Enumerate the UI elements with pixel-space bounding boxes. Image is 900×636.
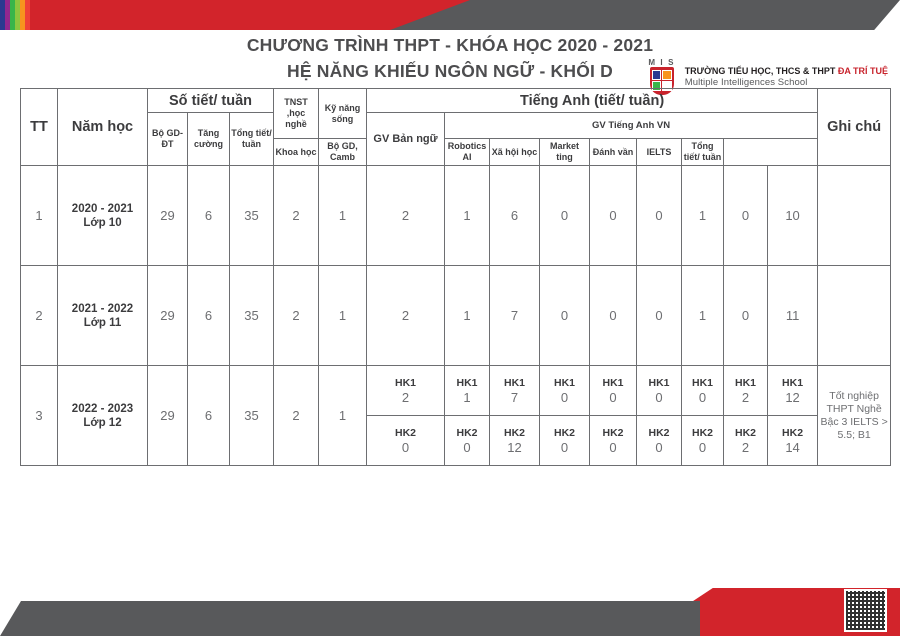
schedule-table [20, 88, 891, 466]
row-ielts: 0 [724, 266, 768, 366]
row-marketing-hk1 [637, 366, 682, 416]
row-enrichment: 6 [188, 366, 230, 466]
document-header [0, 30, 900, 86]
row-total: 35 [230, 166, 274, 266]
row-moet-camb: 6 [490, 166, 540, 266]
row-year-range: 2022 - 2023 [71, 402, 134, 415]
top-banner [0, 0, 900, 30]
value: 0 [560, 439, 569, 455]
term-label-hk2: HK2 [456, 426, 478, 439]
th-moet: Bộ GD-ĐT [148, 113, 188, 166]
th-vn-english-teacher: GV Tiếng Anh VN [445, 113, 818, 139]
row-year-range: 2021 - 2022 [71, 302, 134, 315]
row-ielts: 0 [724, 166, 768, 266]
value: 12 [785, 389, 800, 405]
logo-text [685, 66, 888, 88]
row-year-range: 2020 - 2021 [71, 202, 134, 215]
term-label-hk2: HK2 [395, 426, 417, 439]
term-label-hk2: HK2 [648, 426, 670, 439]
term-label-hk2: HK2 [504, 426, 526, 439]
row-spelling-hk2 [682, 416, 724, 466]
term-label-hk2: HK2 [735, 426, 757, 439]
row-year [58, 366, 148, 466]
row-tnst: 2 [274, 166, 319, 266]
row-moet: 29 [148, 366, 188, 466]
row-index: 2 [21, 266, 58, 366]
th-marketing: Market ting [540, 139, 590, 166]
row-social: 0 [590, 166, 637, 266]
th-life-skills: Kỹ năng sống [319, 89, 367, 139]
term-label-hk2: HK2 [554, 426, 576, 439]
header-row-1 [21, 89, 891, 113]
row-ielts-hk2 [724, 416, 768, 466]
row-marketing: 0 [637, 266, 682, 366]
row-tnst: 2 [274, 366, 319, 466]
row-robotics: 0 [540, 166, 590, 266]
stripe-red [25, 0, 30, 30]
value: 0 [655, 439, 663, 455]
title-line-1: CHƯƠNG TRÌNH THPT - KHÓA HỌC 2020 - 2021 [246, 35, 654, 55]
row-moet: 29 [148, 266, 188, 366]
row-total: 35 [230, 366, 274, 466]
row-ielts-hk1 [724, 366, 768, 416]
value: 1 [463, 389, 471, 405]
row-grade: Lớp 11 [83, 316, 122, 329]
row-native-hk2 [367, 416, 445, 466]
row-robotics-hk1 [540, 366, 590, 416]
value: 0 [463, 439, 471, 455]
value: 0 [609, 389, 617, 405]
value: 0 [655, 389, 663, 405]
term-label-hk1: HK1 [735, 376, 757, 389]
logo-school-name-accent: ĐA TRÍ TUỆ [837, 65, 888, 76]
bottom-banner-gray-shape [0, 601, 700, 636]
th-school-year: Năm học [58, 89, 148, 166]
value: 2 [741, 439, 750, 455]
value: 0 [698, 439, 707, 455]
row-robotics-hk2 [540, 416, 590, 466]
row-grade: Lớp 10 [83, 216, 122, 229]
term-label-hk1: HK1 [554, 376, 576, 389]
term-label-hk1: HK1 [456, 376, 478, 389]
value: 0 [698, 389, 707, 405]
row-index: 1 [21, 166, 58, 266]
row-spelling: 1 [682, 166, 724, 266]
row-tnst: 2 [274, 266, 319, 366]
th-tnst: TNST ,học nghề [274, 89, 319, 139]
row-note [818, 166, 891, 266]
th-english-group: Tiếng Anh (tiết/ tuần) [367, 89, 818, 113]
term-label-hk1: HK1 [648, 376, 670, 389]
row-moet: 29 [148, 166, 188, 266]
value: 2 [741, 389, 750, 405]
th-periods-per-week: Số tiết/ tuần [148, 89, 274, 113]
row-native-hk1 [367, 366, 445, 416]
row-robotics: 0 [540, 266, 590, 366]
row-social-hk1 [590, 366, 637, 416]
row-science-hk2 [445, 416, 490, 466]
logo-school-name [685, 66, 888, 77]
term-label-hk2: HK2 [692, 426, 714, 439]
th-notes: Ghi chú [818, 89, 891, 166]
row-eng-total-hk2 [768, 416, 818, 466]
row-enrichment: 6 [188, 166, 230, 266]
th-robotics-ai: Robotics AI [445, 139, 490, 166]
shield-quadrant-1 [652, 70, 662, 80]
th-english-total: Tổng tiết/ tuần [682, 139, 724, 166]
th-ielts: IELTS [637, 139, 682, 166]
row-science: 1 [445, 166, 490, 266]
row-marketing: 0 [637, 166, 682, 266]
row-native: 2 [367, 266, 445, 366]
term-label-hk1: HK1 [504, 376, 526, 389]
qr-code-pattern [846, 591, 885, 630]
th-science: Khoa học [274, 139, 319, 166]
row-life-skills: 1 [319, 266, 367, 366]
table-row [21, 166, 891, 266]
row-note: Tốt nghiệp THPT Nghề Bậc 3 IELTS > 5.5; B1 [818, 366, 891, 466]
row-social-hk2 [590, 416, 637, 466]
row-marketing-hk2 [637, 416, 682, 466]
row-moet-camb-hk1 [490, 366, 540, 416]
term-label-hk2: HK2 [602, 426, 624, 439]
row-social: 0 [590, 266, 637, 366]
qr-code-icon[interactable] [844, 589, 887, 632]
rainbow-stripes [0, 0, 34, 30]
row-grade: Lớp 12 [83, 416, 122, 429]
value: 0 [560, 389, 569, 405]
row-eng-total: 11 [768, 266, 818, 366]
schedule-table-wrap [20, 88, 888, 466]
shield-quadrant-2 [662, 70, 672, 80]
row-life-skills: 1 [319, 366, 367, 466]
logo-tagline: Multiple Intelligences School [684, 76, 808, 88]
th-spelling: Đánh vần [590, 139, 637, 166]
row-science-hk1 [445, 366, 490, 416]
value: 14 [785, 439, 800, 455]
row-spelling: 1 [682, 266, 724, 366]
top-banner-red-shape [0, 0, 470, 30]
term-label-hk1: HK1 [395, 376, 417, 389]
table-row [21, 366, 891, 416]
th-enrichment: Tăng cường [188, 113, 230, 166]
th-moet-camb: Bộ GD, Camb [319, 139, 367, 166]
row-note [818, 266, 891, 366]
row-year [58, 266, 148, 366]
value: 7 [510, 389, 519, 405]
th-tt: TT [21, 89, 58, 166]
value: 0 [401, 439, 410, 455]
term-label-hk2: HK2 [782, 426, 804, 439]
th-total-periods: Tổng tiết/ tuần [230, 113, 274, 166]
header-row-2 [21, 113, 891, 139]
table-row [21, 266, 891, 366]
value: 12 [507, 439, 522, 455]
row-moet-camb: 7 [490, 266, 540, 366]
row-moet-camb-hk2 [490, 416, 540, 466]
bottom-banner [0, 588, 900, 636]
value: 2 [401, 389, 410, 405]
row-eng-total: 10 [768, 166, 818, 266]
row-year [58, 166, 148, 266]
row-index: 3 [21, 366, 58, 466]
row-science: 1 [445, 266, 490, 366]
title-line-2: HỆ NĂNG KHIẾU NGÔN NGỮ - KHỐI D [286, 61, 613, 81]
row-native: 2 [367, 166, 445, 266]
th-social-studies: Xã hội học [490, 139, 540, 166]
row-life-skills: 1 [319, 166, 367, 266]
row-eng-total-hk1 [768, 366, 818, 416]
row-spelling-hk1 [682, 366, 724, 416]
term-label-hk1: HK1 [692, 376, 714, 389]
value: 0 [609, 439, 617, 455]
row-enrichment: 6 [188, 266, 230, 366]
term-label-hk1: HK1 [782, 376, 804, 389]
logo-mis-text: M I S [648, 58, 676, 67]
row-total: 35 [230, 266, 274, 366]
term-label-hk1: HK1 [602, 376, 624, 389]
th-native-teacher: GV Bản ngữ [367, 113, 445, 166]
logo-school-name-main: TRƯỜNG TIỂU HỌC, THCS & THPT [684, 65, 838, 76]
